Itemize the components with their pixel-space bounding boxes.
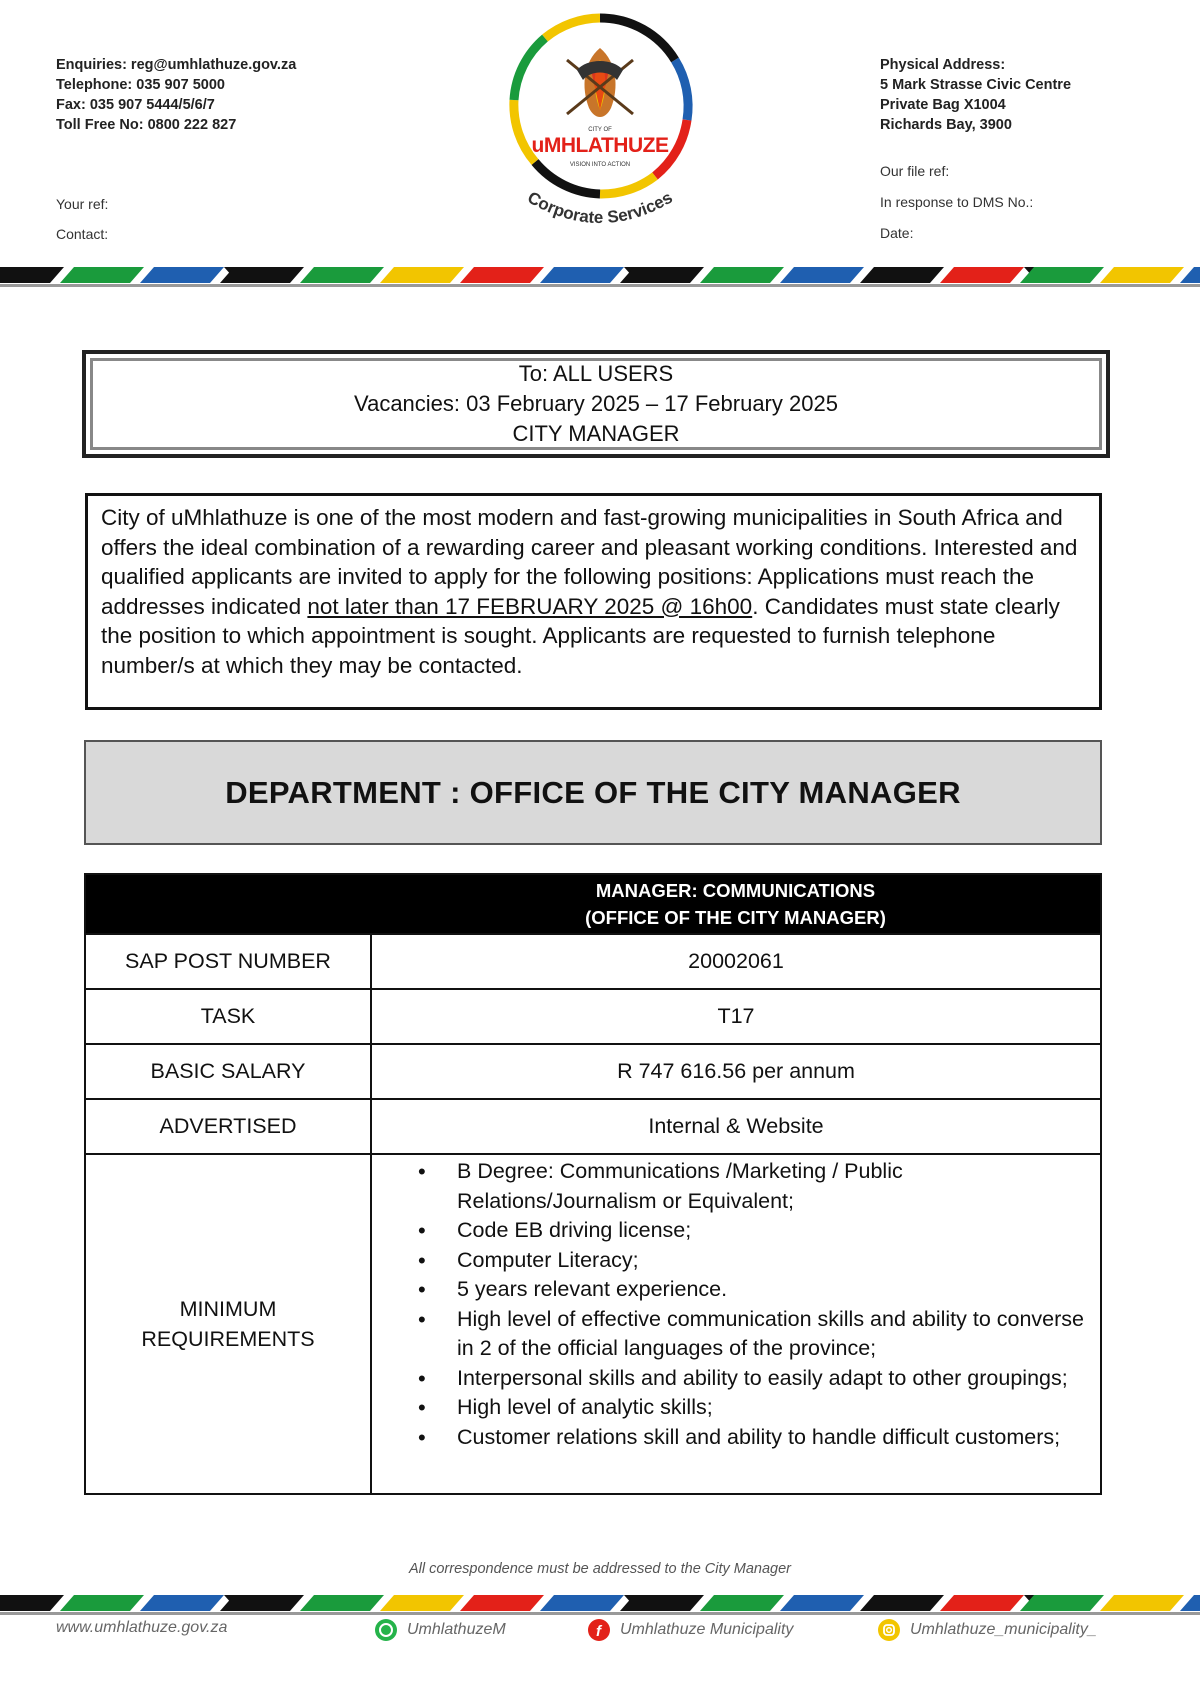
requirements-label-line-2: REQUIREMENTS [141, 1327, 315, 1351]
logo-tagline: VISION INTO ACTION [569, 162, 631, 168]
footer-website[interactable] [56, 1619, 227, 1637]
contact-details [56, 55, 296, 135]
notice-header-box [82, 350, 1110, 458]
facebook-icon [588, 1619, 610, 1641]
list-item: • 5 years relevant experience. [372, 1275, 1100, 1305]
svg-text:Corporate Services [524, 188, 675, 227]
stripe-segment [1180, 267, 1200, 283]
stripe-segment [620, 267, 704, 283]
telephone-number: Telephone: 035 907 5000 [56, 77, 225, 93]
stripe-segment [220, 267, 304, 283]
stripe-segment [860, 1595, 944, 1611]
notice-recipient: To: ALL USERS [518, 361, 674, 386]
stripe-segment [460, 1595, 544, 1611]
stripe-segment [0, 1595, 64, 1611]
stripe-segment [1020, 1595, 1104, 1611]
logo-city-of: CITY OF [588, 127, 612, 133]
instagram-icon [878, 1619, 900, 1641]
row-value: Internal & Website [371, 1099, 1101, 1154]
requirements-cell [371, 1154, 1101, 1494]
table-row [85, 1044, 1101, 1099]
list-item: • Code EB driving license; [372, 1216, 1100, 1246]
row-value: 20002061 [371, 934, 1101, 989]
intro-text-part2: . Candidates must state clearly the position to which appointment is sought. Applicants are requested to furnish telephone number/s at which they may be contacted. [101, 593, 1060, 678]
instagram-handle[interactable]: Umhlathuze_municipality_ [910, 1621, 1097, 1638]
stripe-segment [1020, 267, 1104, 283]
facebook-handle[interactable]: Umhlathuze Municipality [620, 1621, 794, 1638]
requirements-label-line-1: MINIMUM [179, 1297, 277, 1321]
row-value: R 747 616.56 per annum [371, 1044, 1101, 1099]
stripe-segment [860, 267, 944, 283]
stripe-segment [140, 1595, 224, 1611]
row-value: T17 [371, 989, 1101, 1044]
stripe-segment [700, 267, 784, 283]
physical-address [880, 55, 1071, 135]
list-item: • High level of analytic skills; [372, 1393, 1100, 1423]
whatsapp-icon [375, 1619, 397, 1641]
our-file-ref-label: Our file ref: [880, 163, 950, 179]
stripe-baseline [0, 1612, 1200, 1615]
stripe-segment [0, 267, 64, 283]
whatsapp-handle[interactable]: UmhlathuzeM [407, 1621, 506, 1638]
stripe-segment [380, 267, 464, 283]
stripe-segment [620, 1595, 704, 1611]
logo-department: Corporate Services [524, 187, 676, 228]
footer-instagram[interactable] [878, 1619, 1097, 1641]
stripe-segment [300, 267, 384, 283]
stripe-segment [460, 267, 544, 283]
table-row [85, 1099, 1101, 1154]
vacancy-table [84, 873, 1102, 1495]
your-ref-label: Your ref: [56, 196, 109, 212]
address-line-1: 5 Mark Strasse Civic Centre [880, 77, 1072, 93]
stripe-segment [1180, 1595, 1200, 1611]
fax-number: Fax: 035 907 5444/5/6/7 [56, 97, 215, 113]
vacancy-title-line-2: (OFFICE OF THE CITY MANAGER) [585, 907, 886, 928]
logo-name: uMHLATHUZE [531, 134, 669, 157]
stripe-baseline [0, 284, 1200, 287]
row-label: ADVERTISED [85, 1099, 371, 1154]
stripe-segment [1100, 1595, 1184, 1611]
list-item: • B Degree: Communications /Marketing / Public Relations/Journalism or Equivalent; [372, 1157, 1100, 1216]
stripe-segment [540, 1595, 624, 1611]
footer-whatsapp[interactable] [375, 1619, 506, 1641]
table-row [85, 934, 1101, 989]
requirements-row [85, 1154, 1101, 1494]
stripe-segment [940, 267, 1024, 283]
list-item: • Computer Literacy; [372, 1246, 1100, 1276]
table-row [85, 989, 1101, 1044]
stripe-segment [940, 1595, 1024, 1611]
footer-note: All correspondence must be addressed to the City Manager [408, 1561, 792, 1577]
vacancy-title-row [85, 874, 1101, 934]
stripe-segment [700, 1595, 784, 1611]
list-item: • Interpersonal skills and ability to easily adapt to other groupings; [372, 1364, 1100, 1394]
enquiries-email[interactable]: Enquiries: reg@umhlathuze.gov.za [56, 57, 297, 73]
stripe-segment [60, 1595, 144, 1611]
requirements-label [85, 1154, 371, 1494]
date-label: Date: [880, 225, 914, 241]
vacancy-title-line-1: MANAGER: COMMUNICATIONS [595, 880, 876, 901]
notice-position: CITY MANAGER [512, 421, 680, 446]
umhlathuze-logo [505, 10, 695, 240]
row-label: BASIC SALARY [85, 1044, 371, 1099]
row-label: SAP POST NUMBER [85, 934, 371, 989]
stripe-segment [540, 267, 624, 283]
notice-vacancy-period: Vacancies: 03 February 2025 – 17 February 2025 [354, 391, 838, 416]
stripe-segment [60, 267, 144, 283]
vacancy-title [371, 874, 1101, 934]
stripe-segment [780, 267, 864, 283]
requirements-list [372, 1157, 1100, 1452]
stripe-segment [380, 1595, 464, 1611]
website-link[interactable]: www.umhlathuze.gov.za [56, 1619, 228, 1636]
stripe-segment [1100, 267, 1184, 283]
bottom-color-stripe [0, 1591, 1200, 1615]
physical-address-label: Physical Address: [880, 57, 1006, 73]
footer-facebook[interactable] [588, 1619, 793, 1641]
address-line-3: Richards Bay, 3900 [880, 117, 1012, 133]
svg-text:f: f [596, 1623, 601, 1640]
address-line-2: Private Bag X1004 [880, 97, 1006, 113]
row-label: TASK [85, 989, 371, 1044]
intro-text-part1: City of uMhlathuze is one of the most modern and fast-growing municipalities in South Africa and offers the ideal combination of a rewarding career and pleasant working conditions. Interested and qualified applicants are invited to apply for the following positions: Applications must reach the addresses indicated [101, 505, 1078, 619]
list-item: • High level of effective communication skills and ability to converse in 2 of the official languages of the province; [372, 1305, 1100, 1364]
stripe-segment [300, 1595, 384, 1611]
top-color-stripe [0, 263, 1200, 287]
intro-paragraph [85, 493, 1102, 710]
intro-deadline: not later than 17 FEBRUARY 2025 @ 16h00 [307, 593, 753, 619]
stripe-segment [780, 1595, 864, 1611]
stripe-segment [140, 267, 224, 283]
list-item: • Customer relations skill and ability to handle difficult customers; [372, 1423, 1100, 1453]
contact-label: Contact: [56, 226, 109, 242]
stripe-segment [220, 1595, 304, 1611]
logo-department-arc [505, 10, 695, 240]
department-heading: DEPARTMENT : OFFICE OF THE CITY MANAGER [84, 740, 1102, 845]
toll-free-number: Toll Free No: 0800 222 827 [56, 117, 237, 133]
dms-number-label: In response to DMS No.: [880, 194, 1034, 210]
